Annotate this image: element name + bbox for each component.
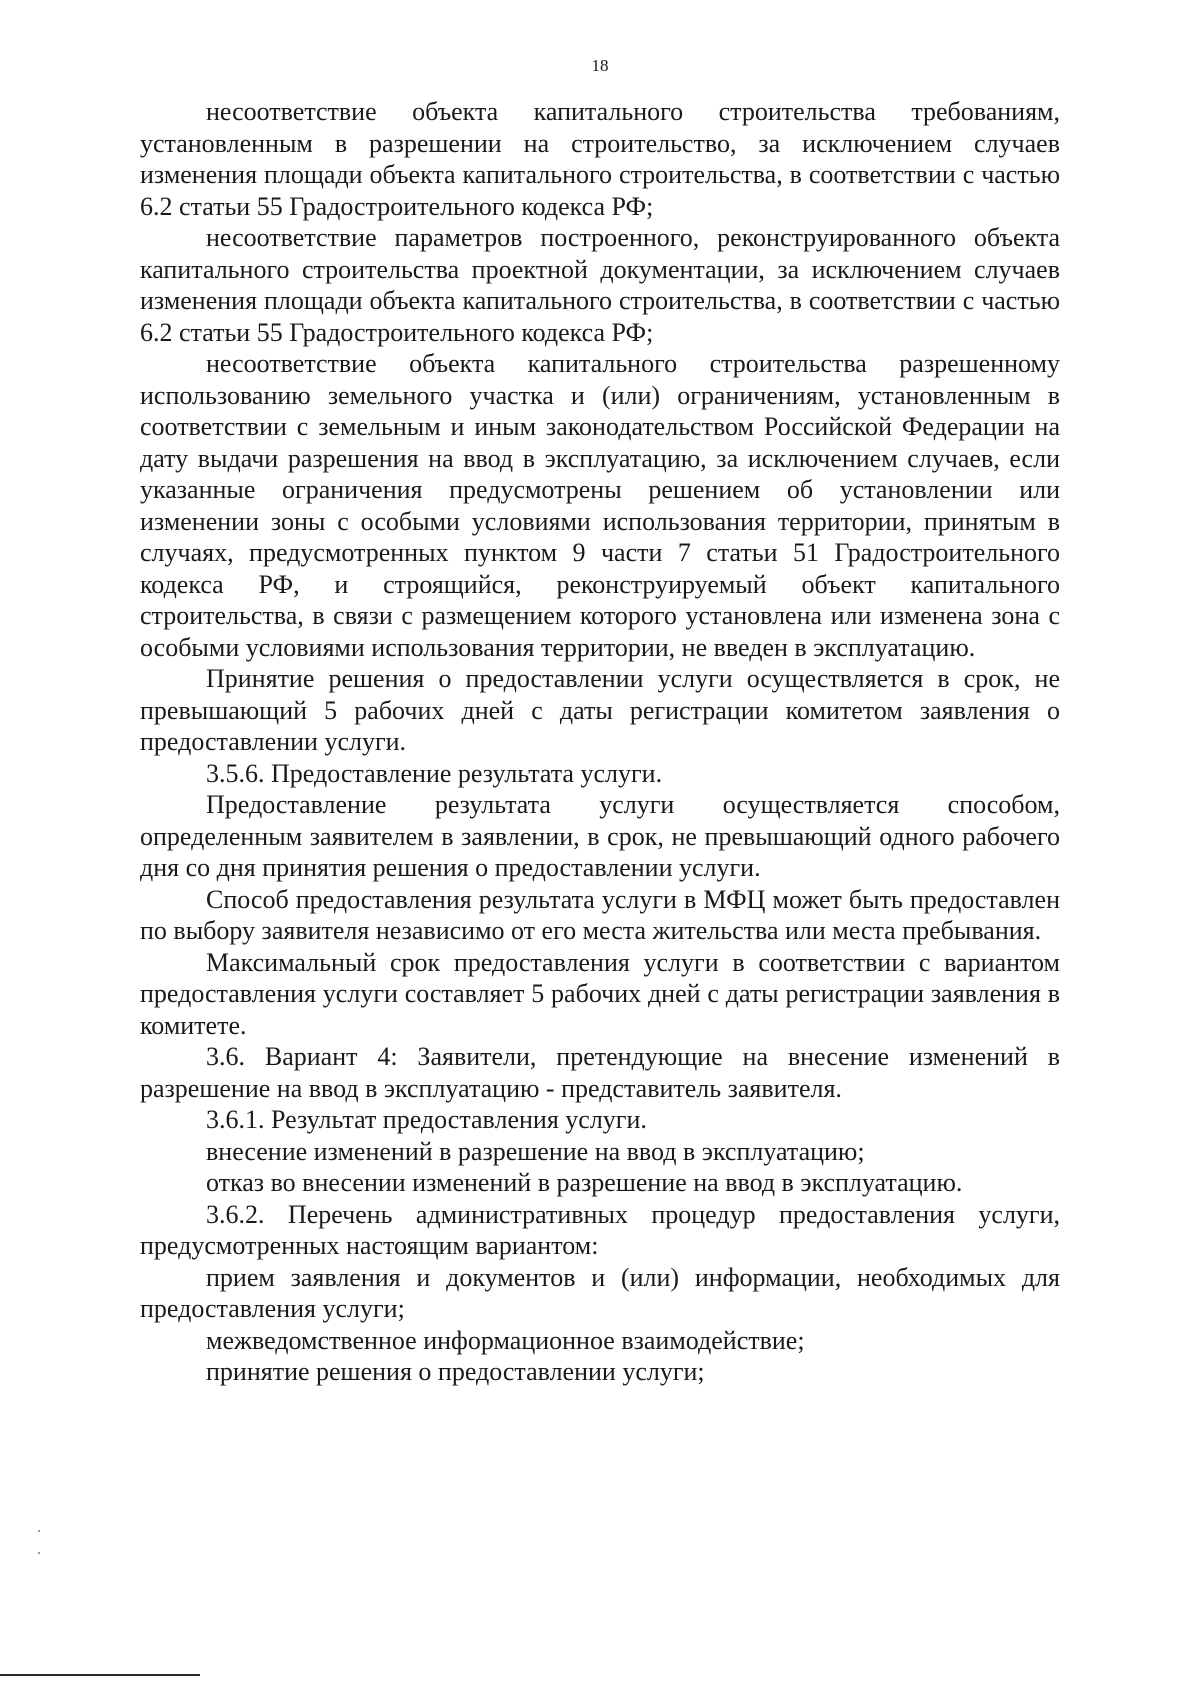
list-item: внесение изменений в разрешение на ввод в эксплуатацию; <box>206 1136 865 1166</box>
paragraph: Способ предоставления результата услуги в МФЦ может быть предоставлен по выбору заявителя независимо от его места жительства или места пребывания. <box>140 884 1060 945</box>
scan-edge-line <box>0 1674 200 1676</box>
scan-artifact-dot <box>38 1530 40 1532</box>
paragraph: Максимальный срок предоставления услуги в соответствии с вариантом предоставления услуги составляет 5 рабочих дней с даты регистрации заявления в комитете. <box>140 947 1060 1040</box>
section-heading: 3.5.6. Предоставление результата услуги. <box>206 758 663 788</box>
list-item: прием заявления и документов и (или) информации, необходимых для предоставления услуги; <box>140 1262 1060 1323</box>
list-item: отказ во внесении изменений в разрешение на ввод в эксплуатацию. <box>206 1168 963 1197</box>
section-heading: 3.6.1. Результат предоставления услуги. <box>206 1105 647 1134</box>
page-number: 18 <box>591 56 609 75</box>
paragraph: несоответствие объекта капитального строительства требованиям, установленным в разрешении на строительство, за исключением случаев изменения площади объекта капитального строительства, в соответствии с частью 6.2 статьи 55 Градостроительного кодекса РФ; <box>140 97 1060 221</box>
scan-artifact-dot <box>38 1552 40 1554</box>
section-heading: 3.6.2. Перечень административных процедур предоставления услуги, предусмотренных настоящим вариантом: <box>140 1199 1060 1260</box>
list-item: принятие решения о предоставлении услуги; <box>206 1357 705 1386</box>
paragraph: несоответствие объекта капитального строительства разрешенному использованию земельного участка и (или) ограничениям, установленным в соответствии с земельным и иным законодательством Российской Федерации на дату выдачи разрешения на ввод в эксплуатацию, за исключением случаев, если указанные ограничения предусмотрены решением об установлении или изменении зоны с особыми условиями использования территории, принятым в случаях, предусмотренных пунктом 9 части 7 статьи 51 Градостроительного кодекса РФ, и строящийся, реконструируемый объект капитального строительства, в связи с размещением которого установлена или изменена зона с особыми условиями использования территории, не введен в эксплуатацию. <box>140 349 1060 662</box>
section-heading: 3.6. Вариант 4: Заявители, претендующие на внесение изменений в разрешение на ввод в эксплуатацию - представитель заявителя. <box>140 1042 1060 1103</box>
list-item: межведомственное информационное взаимодействие; <box>206 1325 805 1355</box>
document-body <box>140 96 1060 1388</box>
paragraph: несоответствие параметров построенного, реконструированного объекта капитального строительства проектной документации, за исключением случаев изменения площади объекта капитального строительства, в соответствии с частью 6.2 статьи 55 Градостроительного кодекса РФ; <box>140 223 1060 347</box>
paragraph: Предоставление результата услуги осуществляется способом, определенным заявителем в заявлении, в срок, не превышающий одного рабочего дня со дня принятия решения о предоставлении услуги. <box>140 790 1060 882</box>
paragraph: Принятие решения о предоставлении услуги осуществляется в срок, не превышающий 5 рабочих дней с даты регистрации комитетом заявления о предоставлении услуги. <box>140 664 1060 756</box>
